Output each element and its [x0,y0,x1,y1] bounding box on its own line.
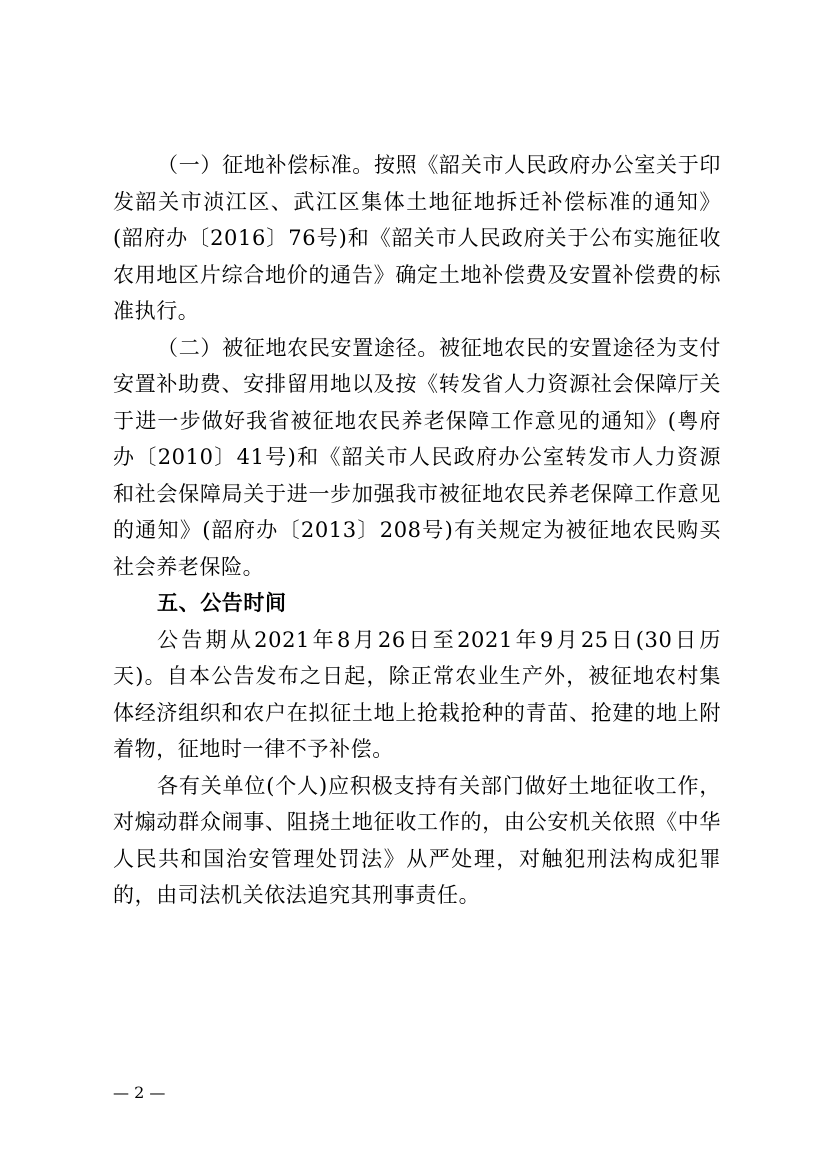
section-body: 按照《韶关市人民政府办公室关于印发韶关市浈江区、武江区集体土地征地拆迁补偿标准的通知》(韶府办〔2016〕76号)和《韶关市人民政府关于公布实施征收农用地区片综合地价的通告》确定土地补偿费及安置补偿费的标准执行。 [113,153,722,323]
paragraph-announcement-period: 公告期从2021年8月26日至2021年9月25日(30日历天)。自本公告发布之日起，除正常农业生产外，被征地农村集体经济组织和农户在拟征土地上抢栽抢种的青苗、抢建的地上附着物，征地时一律不予补偿。 [113,627,721,761]
document-body [113,147,721,914]
section-lead: （二）被征地农民安置途径。 [157,335,440,360]
section-compensation-standard [113,147,721,330]
section-resettlement-approach [113,330,721,586]
page-number: — 2 — [113,1083,166,1102]
section-lead: （一）征地补偿标准。 [157,153,374,177]
paragraph-support-notice: 各有关单位(个人)应积极支持有关部门做好土地征收工作，对煽动群众闹事、阻挠土地征收工作的，由公安机关依照《中华人民共和国治安管理处罚法》从严处理，对触犯刑法构成犯罪的，由司法机关依法追究其刑事责任。 [113,773,721,907]
heading-announcement-period: 五、公告时间 [157,591,287,615]
section-body: 被征地农民的安置途径为支付安置补助费、安排留用地以及按《转发省人力资源社会保障厅关于进一步做好我省被征地农民养老保障工作意见的通知》(粤府办〔2010〕41号)和《韶关市人民政府办公室转发市人力资源和社会保障局关于进一步加强我市被征地农民养老保障工作意见的通知》(韶府办〔2013〕208号)有关规定为被征地农民购买社会养老保险。 [113,335,721,579]
